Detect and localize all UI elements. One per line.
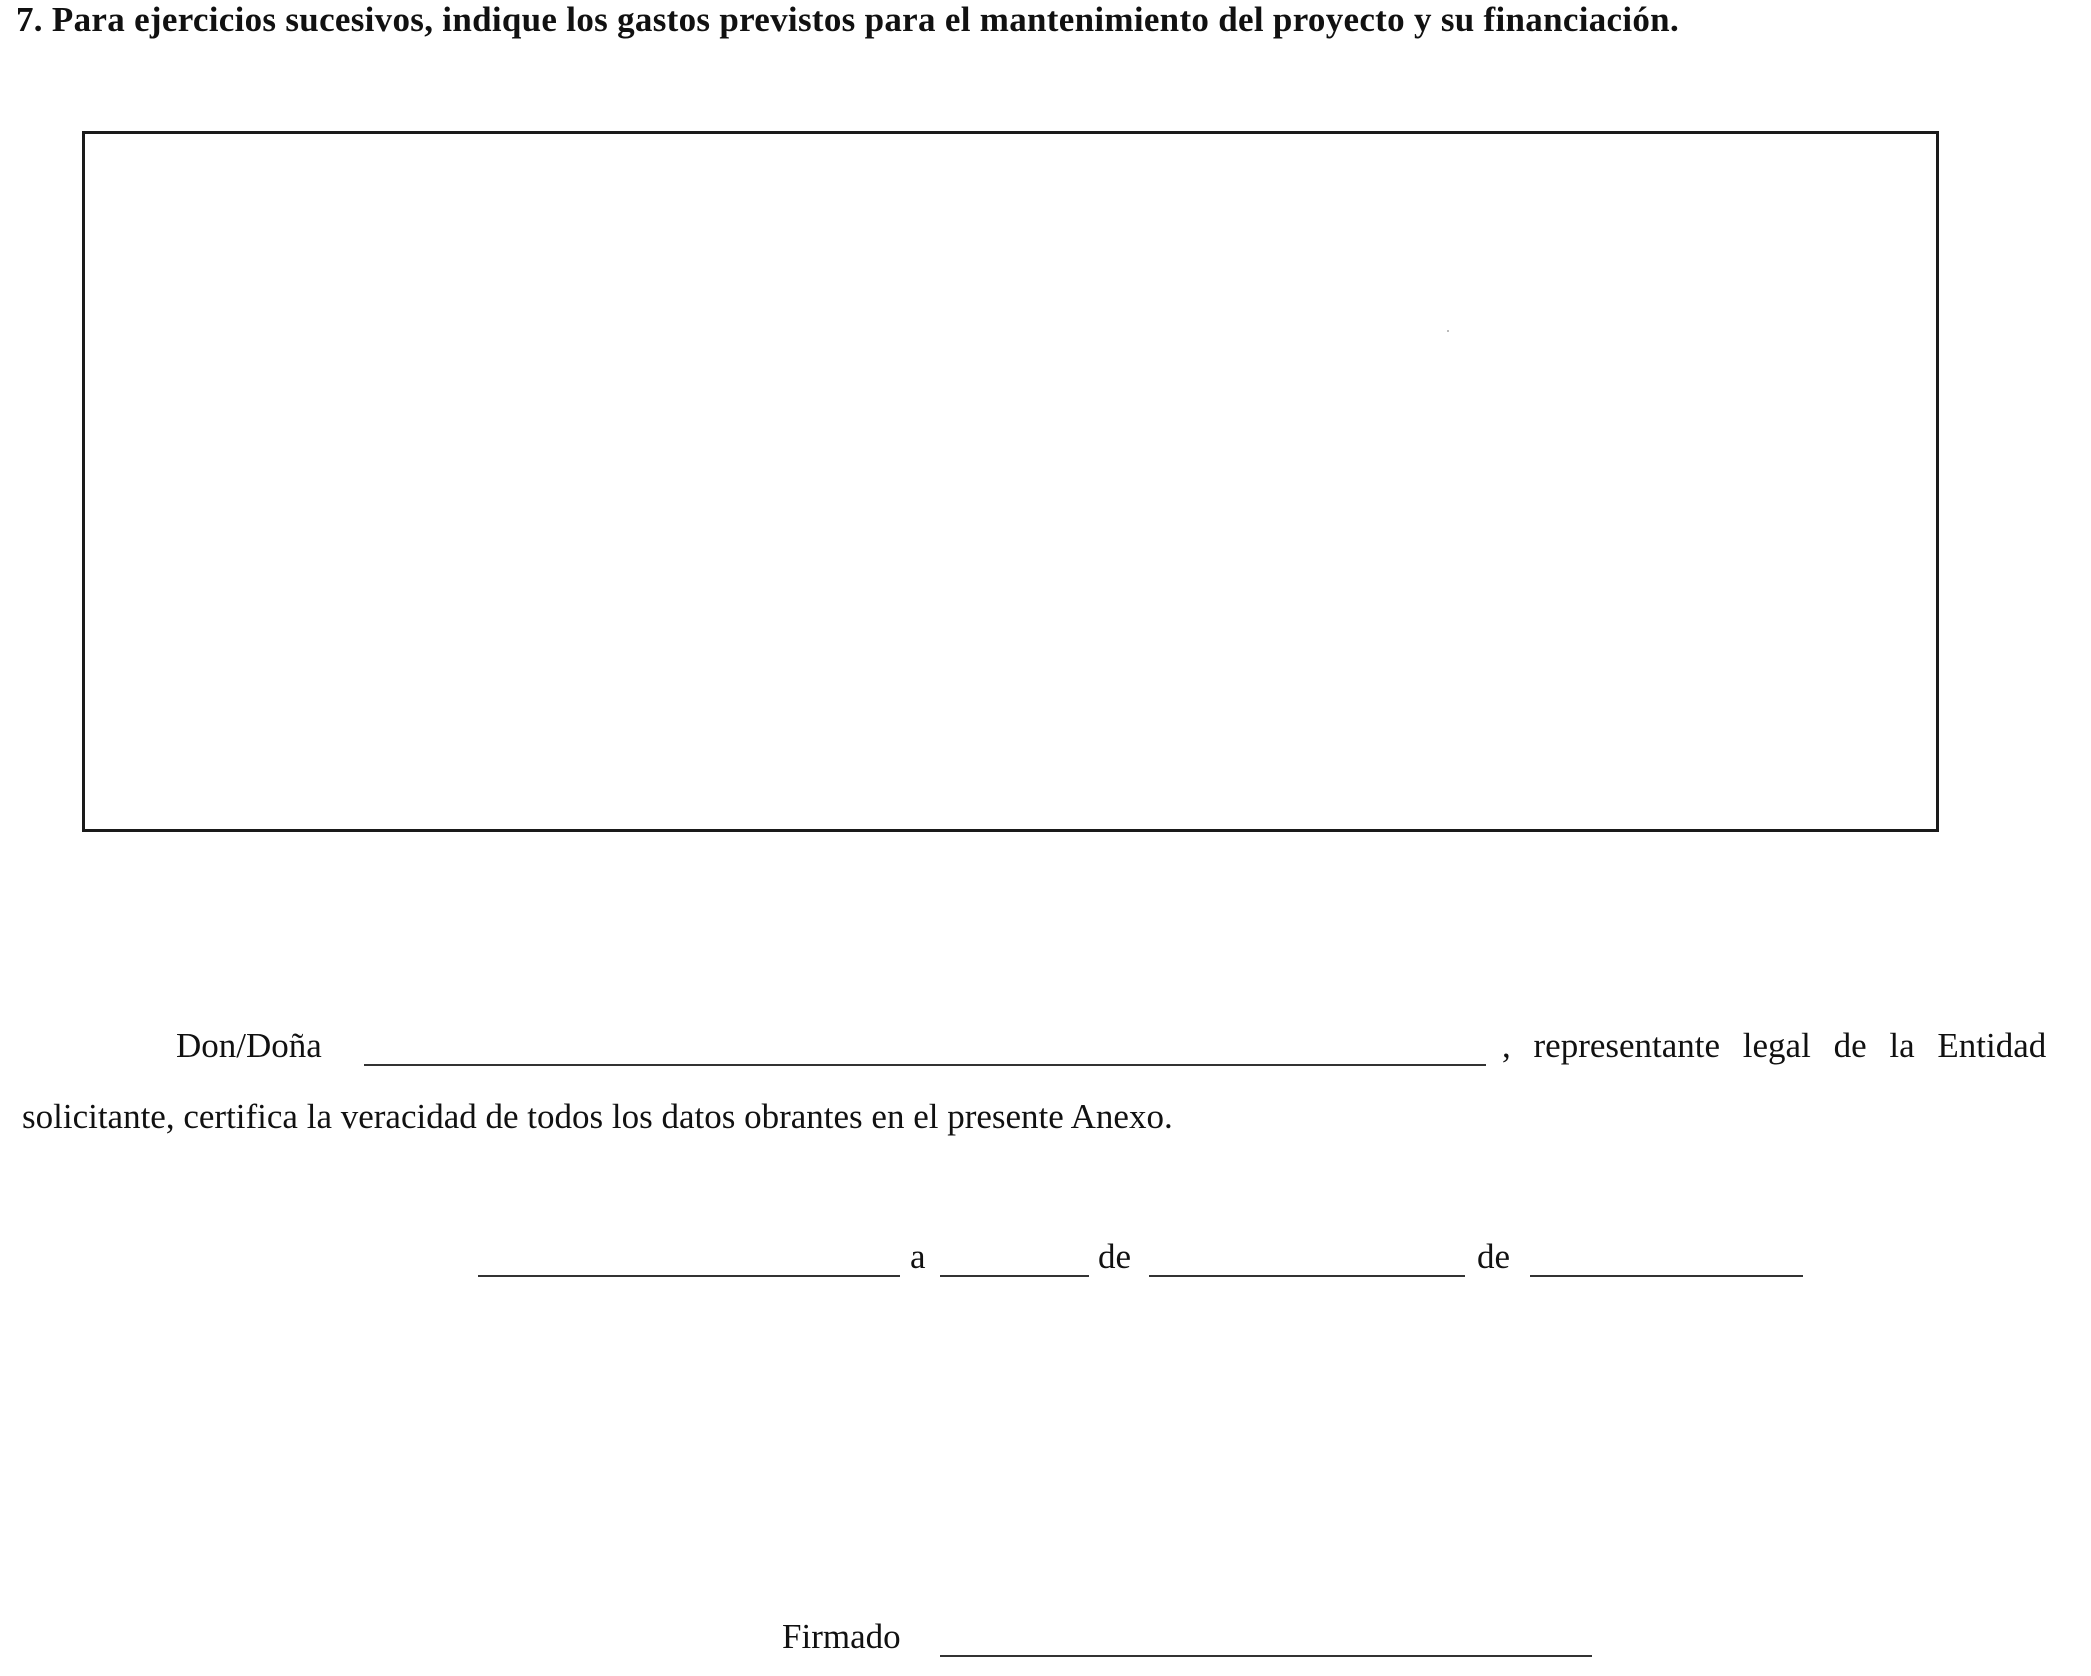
place-field[interactable] [478,1275,900,1277]
de-label-1: de [1098,1237,1132,1276]
section-heading: 7. Para ejercicios sucesivos, indique los gastos previstos para el mantenimiento del proyecto y su financiación. [16,0,1679,39]
representative-name-field[interactable] [364,1064,1486,1066]
a-label: a [910,1237,926,1276]
signature-field[interactable] [940,1655,1592,1657]
expenses-answer-box[interactable] [82,131,1939,832]
day-field[interactable] [940,1275,1089,1277]
de-label-2: de [1477,1237,1511,1276]
scan-speck [1447,330,1449,332]
signature-line [0,1617,2091,1661]
certification-line-2: solicitante, certifica la veracidad de todos los datos obrantes en el presente Anexo. [22,1097,1173,1136]
firmado-label: Firmado [782,1617,901,1656]
certification-line-1 [0,1026,2091,1070]
month-field[interactable] [1149,1275,1465,1277]
year-field[interactable] [1530,1275,1803,1277]
don-dona-label: Don/Doña [176,1026,322,1065]
representative-text: , representante legal de la Entidad [1502,1026,2047,1065]
date-line [0,1237,2091,1281]
